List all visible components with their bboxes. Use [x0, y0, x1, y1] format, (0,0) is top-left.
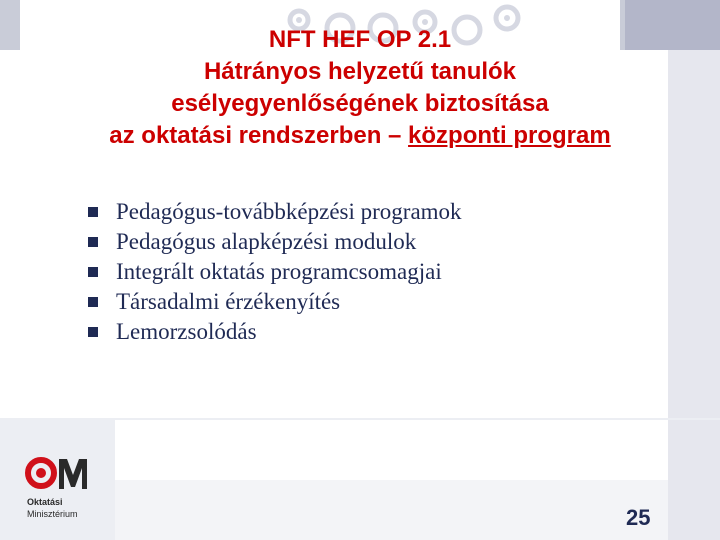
title-line-2: Hátrányos helyzetű tanulók: [203, 58, 517, 85]
title-line-4: [0, 120, 720, 152]
list-item: [88, 287, 462, 317]
logo-text-miniszterium: Minisztérium: [27, 509, 78, 519]
bullet-text: Lemorzsolódás: [116, 319, 257, 344]
list-item: [88, 227, 462, 257]
list-item: [88, 197, 462, 227]
bullet-list: [88, 197, 462, 347]
square-bullet-icon: [88, 327, 98, 337]
square-bullet-icon: [88, 297, 98, 307]
list-item: [88, 257, 462, 287]
bullet-text: Társadalmi érzékenyítés: [116, 289, 341, 314]
square-bullet-icon: [88, 267, 98, 277]
bullet-text: Pedagógus alapképzési modulok: [116, 229, 417, 254]
title-line-3: esélyegyenlőségének biztosítása: [171, 90, 549, 117]
title-underlined-text: központi program: [408, 122, 611, 149]
slide-title: [0, 24, 720, 152]
page-number: 25: [626, 505, 651, 530]
footer-band: [115, 480, 668, 540]
title-line-1: NFT HEF OP 2.1: [268, 26, 452, 53]
logo-text-oktatasi: Oktatási: [27, 497, 63, 507]
title-line-4-text: az oktatási rendszerben –: [109, 122, 409, 149]
list-item: [88, 317, 462, 347]
square-bullet-icon: [88, 207, 98, 217]
bullet-text: Integrált oktatás programcsomagjai: [116, 259, 442, 284]
om-logo: [25, 455, 95, 495]
square-bullet-icon: [88, 237, 98, 247]
bullet-text: Pedagógus-továbbképzési programok: [116, 199, 462, 224]
